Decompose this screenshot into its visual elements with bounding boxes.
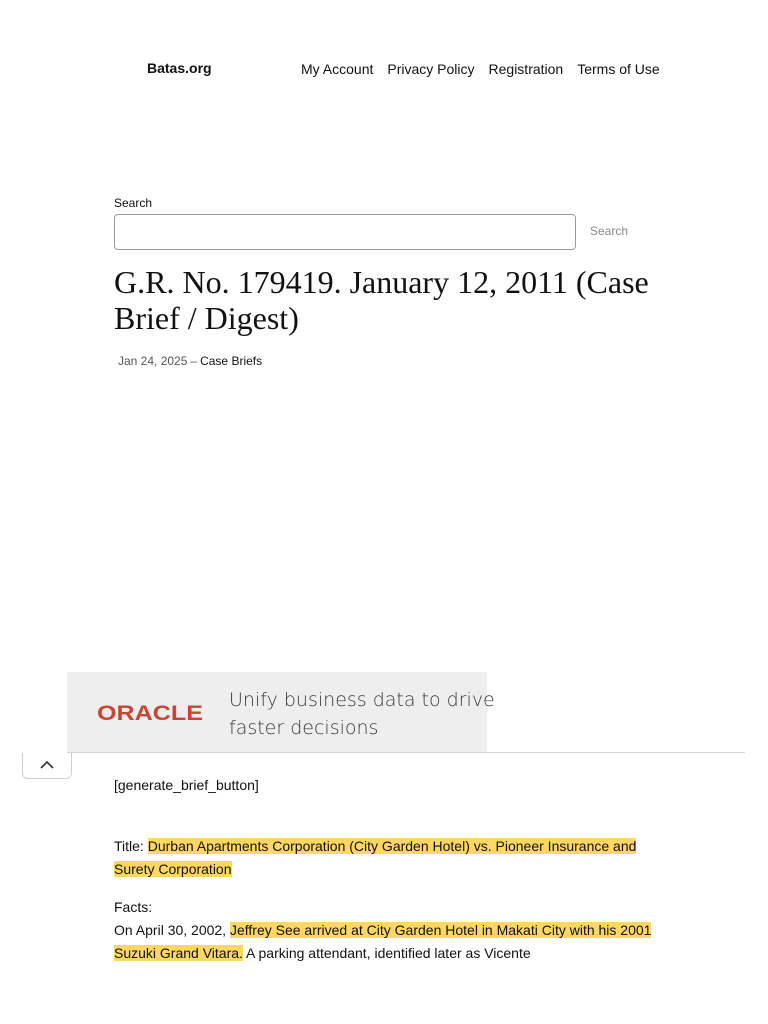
generate-brief-shortcode: [generate_brief_button] bbox=[114, 777, 259, 793]
page-title: G.R. No. 179419. January 12, 2011 (Case Brief / Digest) bbox=[114, 264, 649, 336]
site-title[interactable]: Batas.org bbox=[147, 60, 212, 76]
case-title-highlight: Durban Apartments Corporation (City Garden Hotel) vs. Pioneer Insurance and Surety Corporation bbox=[114, 838, 637, 877]
case-title bbox=[114, 835, 654, 881]
facts-highlight: Jeffrey See arrived at City Garden Hotel in Makati City with his 2001 Suzuki Grand Vitara. bbox=[114, 922, 652, 961]
article-content bbox=[114, 774, 654, 965]
ad-line-2: faster decisions bbox=[229, 717, 379, 739]
primary-nav bbox=[301, 61, 674, 77]
category-link[interactable]: Case Briefs bbox=[200, 354, 263, 368]
nav-registration[interactable]: Registration bbox=[488, 61, 564, 77]
post-meta bbox=[118, 354, 262, 368]
collapse-ad-button[interactable] bbox=[22, 753, 72, 779]
chevron-up-icon bbox=[40, 760, 54, 769]
svg-text:ORACLE: ORACLE bbox=[97, 702, 203, 724]
facts-paragraph bbox=[114, 919, 654, 965]
nav-terms-of-use[interactable]: Terms of Use bbox=[577, 61, 660, 77]
facts-prefix: On April 30, 2002, bbox=[114, 922, 227, 938]
nav-my-account[interactable]: My Account bbox=[301, 61, 374, 77]
ad-line-1: Unify business data to drive bbox=[229, 689, 495, 711]
meta-separator: – bbox=[190, 354, 198, 368]
oracle-logo bbox=[97, 702, 207, 724]
title-label: Title: bbox=[114, 838, 144, 854]
search-input[interactable] bbox=[114, 214, 576, 250]
search-button[interactable]: Search bbox=[590, 224, 629, 238]
ad-divider bbox=[67, 752, 745, 753]
nav-privacy-policy[interactable]: Privacy Policy bbox=[387, 61, 475, 77]
search-label: Search bbox=[114, 196, 153, 210]
facts-rest: A parking attendant, identified later as Vicente bbox=[246, 945, 531, 961]
facts-label: Facts: bbox=[114, 899, 153, 915]
ad-creative[interactable] bbox=[67, 672, 495, 752]
ad-banner[interactable] bbox=[67, 672, 703, 752]
post-date: Jan 24, 2025 bbox=[118, 354, 188, 368]
ad-headline bbox=[229, 686, 499, 742]
